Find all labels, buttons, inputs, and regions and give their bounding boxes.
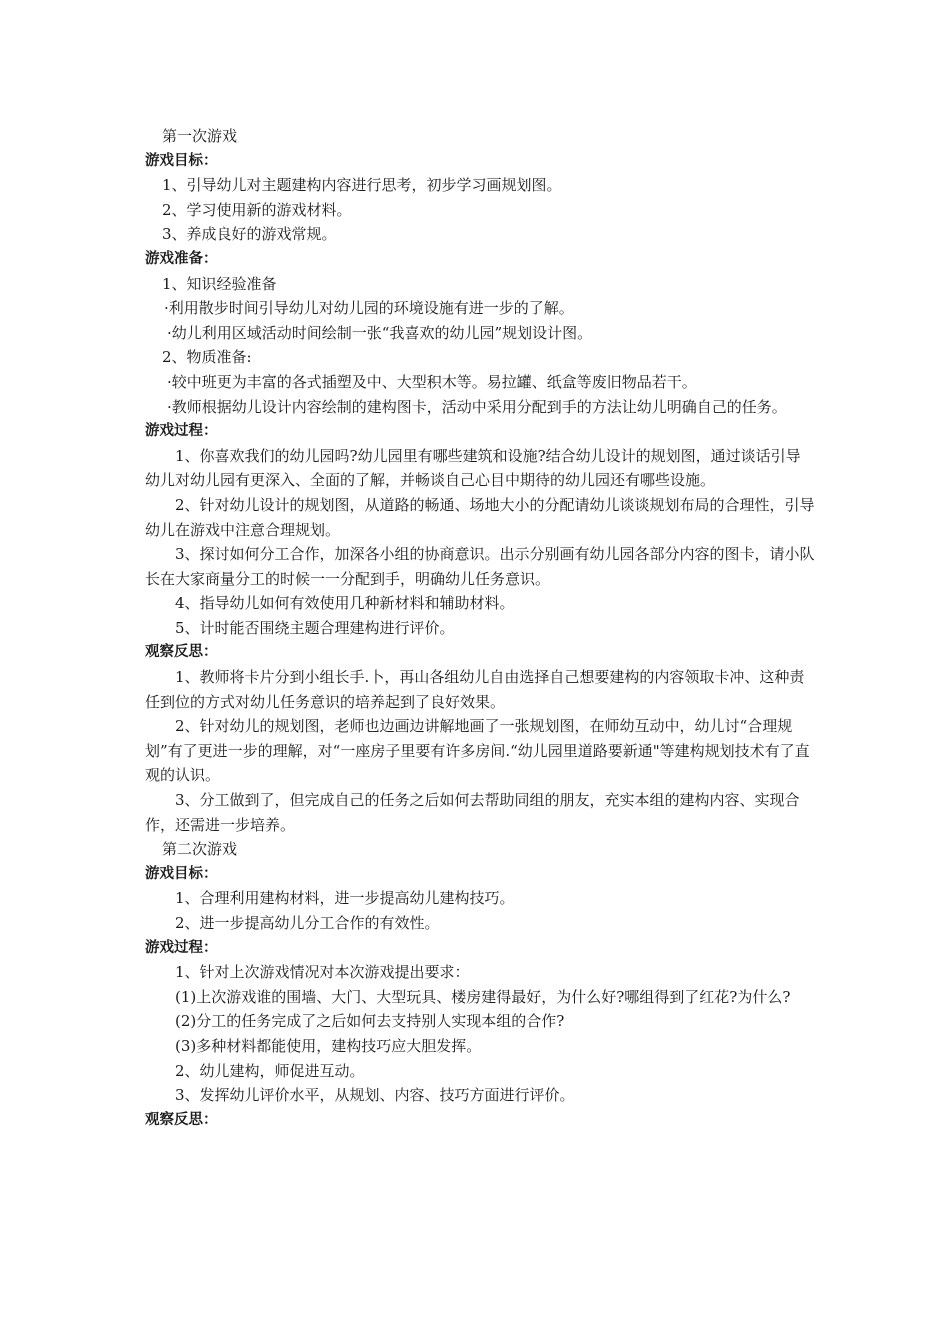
document-page (145, 124, 815, 1132)
game2-process-5: 2、幼儿建构，师促进互动。 (175, 1061, 365, 1080)
game1-goal-3: 3、养成良好的游戏常规。 (162, 225, 337, 244)
game2-process-1: 1、针对上次游戏情况对本次游戏提出要求： (175, 963, 470, 982)
game1-prep-heading: 游戏准备： (145, 250, 218, 267)
game1-prep-knowledge: 1、知识经验准备 (162, 274, 277, 293)
game2-process-6: 3、发挥幼儿评价水平，从规划、内容、技巧方面进行评价。 (175, 1086, 575, 1105)
game2-process-4: (3)多种材料都能使用，建构技巧应大胆发挥。 (175, 1036, 482, 1055)
game1-process-2: 2、针对幼儿设计的规划图，从道路的畅通、场地大小的分配请幼儿谈谈规划布局的合理性，引导幼儿在游戏中注意合理规划。 (145, 495, 815, 539)
game1-process-1: 1、你喜欢我们的幼儿园吗?幼儿园里有哪些建筑和设施?结合幼儿设计的规划图，通过谈话引导幼儿对幼儿园有更深入、全面的了解，并畅谈自己心目中期待的幼儿园还有哪些设施。 (145, 446, 801, 490)
game2-process-heading: 游戏过程： (145, 939, 218, 956)
game1-reflect-3: 3、分工做到了，但完成自己的任务之后如何去帮助同组的朋友，充实本组的建构内容、实现合作，还需进一步培养。 (145, 791, 800, 834)
game1-title: 第一次游戏 (162, 127, 238, 145)
game1-goal-2: 2、学习使用新的游戏材料。 (162, 200, 352, 219)
game2-process-2: (1)上次游戏谁的围墙、大门、大型玩具、楼房建得最好，为什么好?哪组得到了红花?为什么? (175, 987, 791, 1006)
game1-process-3: 3、探讨如何分工合作，加深各小组的协商意识。出示分别画有幼儿园各部分内容的图卡，请小队长在大家商量分工的时候一一分配到手，明确幼儿任务意识。 (145, 545, 815, 588)
game1-prep-material: 2、物质准备: (162, 348, 252, 367)
game2-goal-2: 2、进一步提高幼儿分工合作的有效性。 (175, 914, 440, 932)
game2-goal-heading: 游戏目标： (145, 865, 218, 882)
game1-process-4: 4、指导幼儿如何有效使用几种新材料和辅助材料。 (175, 594, 515, 613)
game1-prep-k1: ·利用散步时间引导幼儿对幼儿园的环境设施有进一步的了解。 (164, 299, 574, 318)
game2-process-3: (2)分工的任务完成了之后如何去支持别人实现本组的合作? (175, 1012, 565, 1031)
game1-process-heading: 游戏过程： (145, 423, 218, 440)
game2-reflect-heading: 观察反思： (145, 1111, 218, 1128)
game1-reflect-heading: 观察反思： (145, 644, 218, 661)
game1-goal-1: 1、引导幼儿对主题建构内容进行思考，初步学习画规划图。 (162, 176, 562, 195)
game1-goal-heading: 游戏目标： (145, 152, 218, 169)
game2-title: 第二次游戏 (162, 840, 238, 859)
game2-goal-1: 1、合理利用建构材料，进一步提高幼儿建构技巧。 (175, 889, 515, 908)
game1-prep-k2: ·幼儿利用区域活动时间绘制一张“我喜欢的幼儿园”规划设计图。 (167, 323, 593, 342)
game1-reflect-2: 2、针对幼儿的规划图，老师也边画边讲解地画了一张规划图，在师幼互动中，幼儿讨“合理规划”有了更进一步的理解，对“一座房子里要有许多房间.“幼儿园里道路要新通"等建构规划技术有了直观的认识。 (145, 717, 810, 785)
game1-process-5: 5、计时能否围绕主题合理建构进行评价。 (175, 618, 455, 637)
game1-prep-m2: ·教师根据幼儿设计内容绘制的建构图卡，活动中采用分配到手的方法让幼儿明确自己的任务。 (167, 397, 787, 416)
game1-reflect-1: 1、教师将卡片分到小组长手.卜，再山各组幼儿自由选择自己想要建构的内容领取卡冲、这种责任到位的方式对幼儿任务意识的培养起到了良好效果。 (145, 668, 805, 711)
game1-prep-m1: ·较中班更为丰富的各式插塑及中、大型积木等。易拉罐、纸盒等废旧物品若干。 (167, 372, 697, 391)
